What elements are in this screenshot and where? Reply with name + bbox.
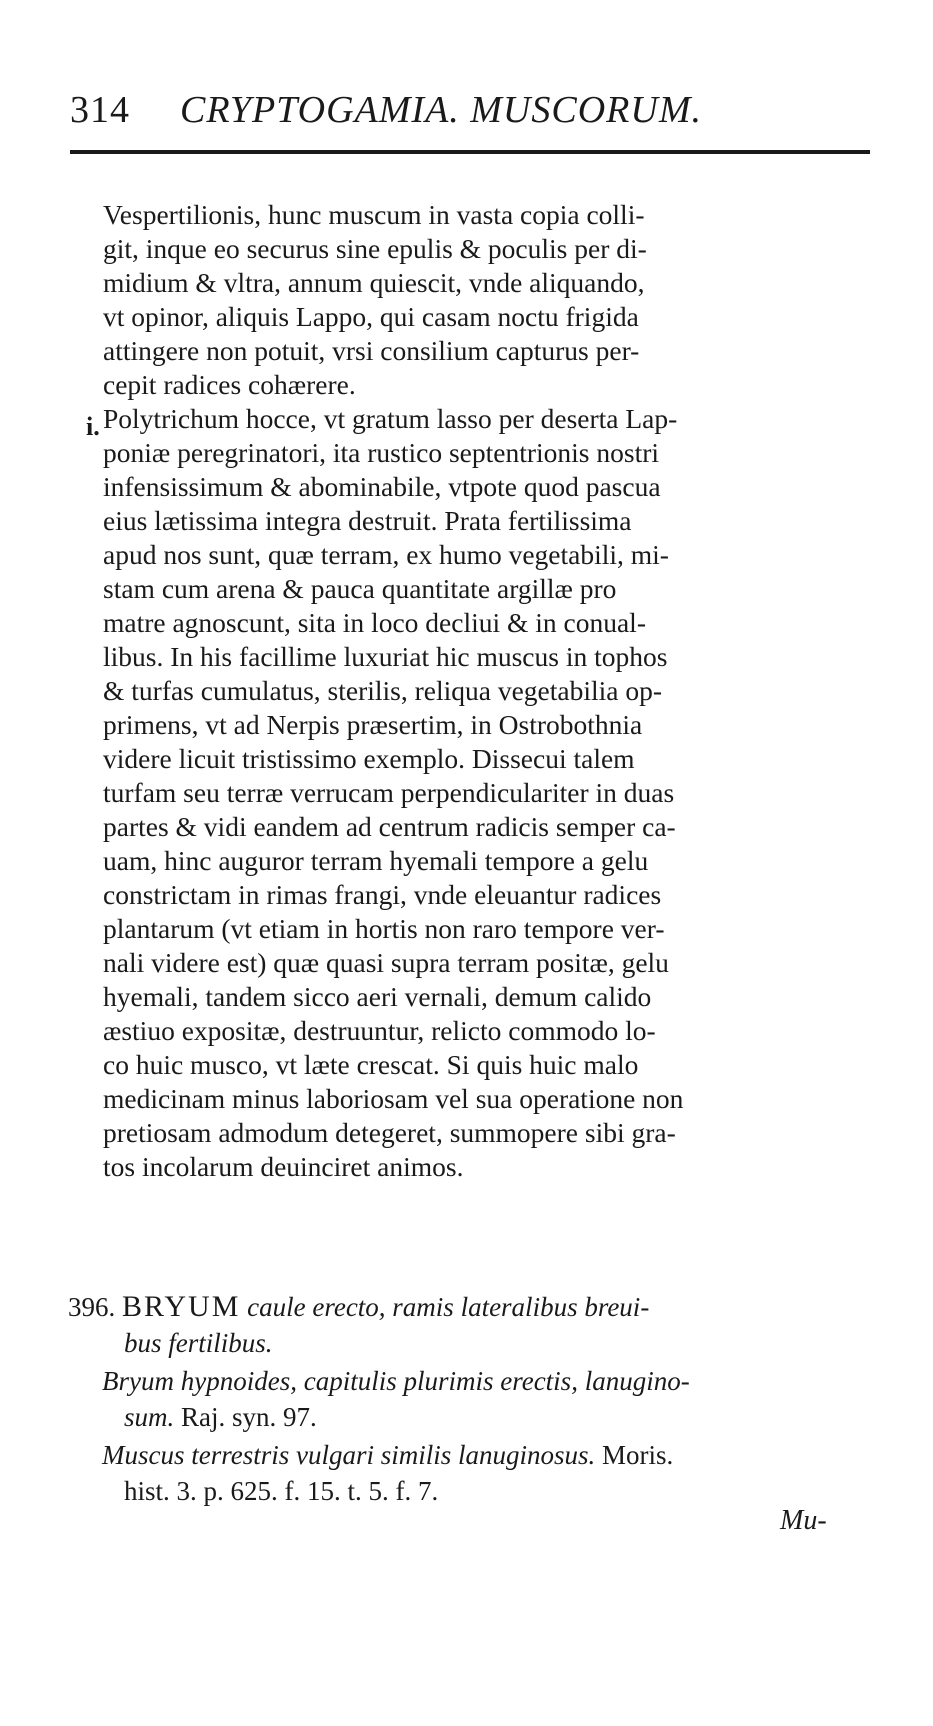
header-rule	[70, 150, 870, 154]
text-line: apud nos sunt, quæ terram, ex humo vegetabili, mi-	[103, 539, 669, 570]
synonym-2-reference-continued: hist. 3. p. 625. f. 15. t. 5. f. 7.	[124, 1476, 439, 1506]
diagnosis: caule erecto, ramis lateralibus breui-	[247, 1292, 650, 1322]
text-line: & turfas cumulatus, sterilis, reliqua vegetabilia op-	[103, 675, 663, 706]
synonym-1: Bryum hypnoides, capitulis plurimis erectis, lanugino-	[102, 1366, 690, 1396]
text-line: partes & vidi eandem ad centrum radicis semper ca-	[103, 811, 676, 842]
running-title: CRYPTOGAMIA. MUSCORUM.	[180, 89, 702, 131]
text-line: Polytrichum hocce, vt gratum lasso per deserta Lap-	[103, 403, 678, 434]
synonym-1-reference: Raj. syn. 97.	[181, 1402, 317, 1432]
text-line: midium & vltra, annum quiescit, vnde aliquando,	[103, 267, 645, 298]
page-header	[70, 78, 870, 138]
entry-number: 396.	[68, 1292, 116, 1322]
diagnosis-continued: bus fertilibus.	[124, 1328, 273, 1358]
text-line: attingere non potuit, vrsi consilium capturus per-	[103, 335, 640, 366]
text-line: plantarum (vt etiam in hortis non raro tempore ver-	[103, 913, 665, 944]
synonym-2-reference: Moris.	[602, 1440, 674, 1470]
text-line: tos incolarum deuinciret animos.	[103, 1151, 464, 1182]
text-line: pretiosam admodum detegeret, summopere sibi gra-	[103, 1117, 676, 1148]
text-line: medicinam minus laboriosam vel sua operatione non	[103, 1083, 684, 1114]
text-line: matre agnoscunt, sita in loco decliui & in conual-	[103, 607, 646, 638]
text-line: git, inque eo securus sine epulis & poculis per di-	[103, 233, 647, 264]
text-line: eius lætissima integra destruit. Prata fertilissima	[103, 505, 632, 536]
text-line: stam cum arena & pauca quantitate argillæ pro	[103, 573, 617, 604]
text-line: co huic musco, vt læte crescat. Si quis huic malo	[103, 1049, 639, 1080]
text-line: poniæ peregrinatori, ita rustico septentrionis nostri	[103, 437, 660, 468]
text-line: nali videre est) quæ quasi supra terram positæ, gelu	[103, 947, 669, 978]
text-line: primens, vt ad Nerpis præsertim, in Ostrobothnia	[103, 709, 643, 740]
text-line: vt opinor, aliquis Lappo, qui casam noctu frigida	[103, 301, 639, 332]
text-line: videre licuit tristissimo exemplo. Dissecui talem	[103, 743, 635, 774]
page-number: 314	[70, 89, 130, 131]
text-line: infensissimum & abominabile, vtpote quod pascua	[103, 471, 661, 502]
text-line: hyemali, tandem sicco aeri vernali, demum calido	[103, 981, 652, 1012]
text-line: constrictam in rimas frangi, vnde eleuantur radices	[103, 879, 662, 910]
text-line: Vespertilionis, hunc muscum in vasta copia colli-	[103, 199, 645, 230]
text-line: turfam seu terræ verrucam perpendiculariter in duas	[103, 777, 675, 808]
text-line: uam, hinc auguror terram hyemali tempore a gelu	[103, 845, 649, 876]
text-line: libus. In his facillime luxuriat hic muscus in tophos	[103, 641, 668, 672]
synonym-2: Muscus terrestris vulgari similis lanuginosus.	[102, 1440, 596, 1470]
genus-name: BRYUM	[122, 1290, 241, 1323]
catchword: Mu-	[780, 1505, 827, 1536]
text-line: cepit radices cohærere.	[103, 369, 356, 400]
text-line: æstiuo expositæ, destruuntur, relicto commodo lo-	[103, 1015, 656, 1046]
section-mark: i.	[86, 412, 100, 441]
synonym-1-continued: sum.	[124, 1402, 175, 1432]
